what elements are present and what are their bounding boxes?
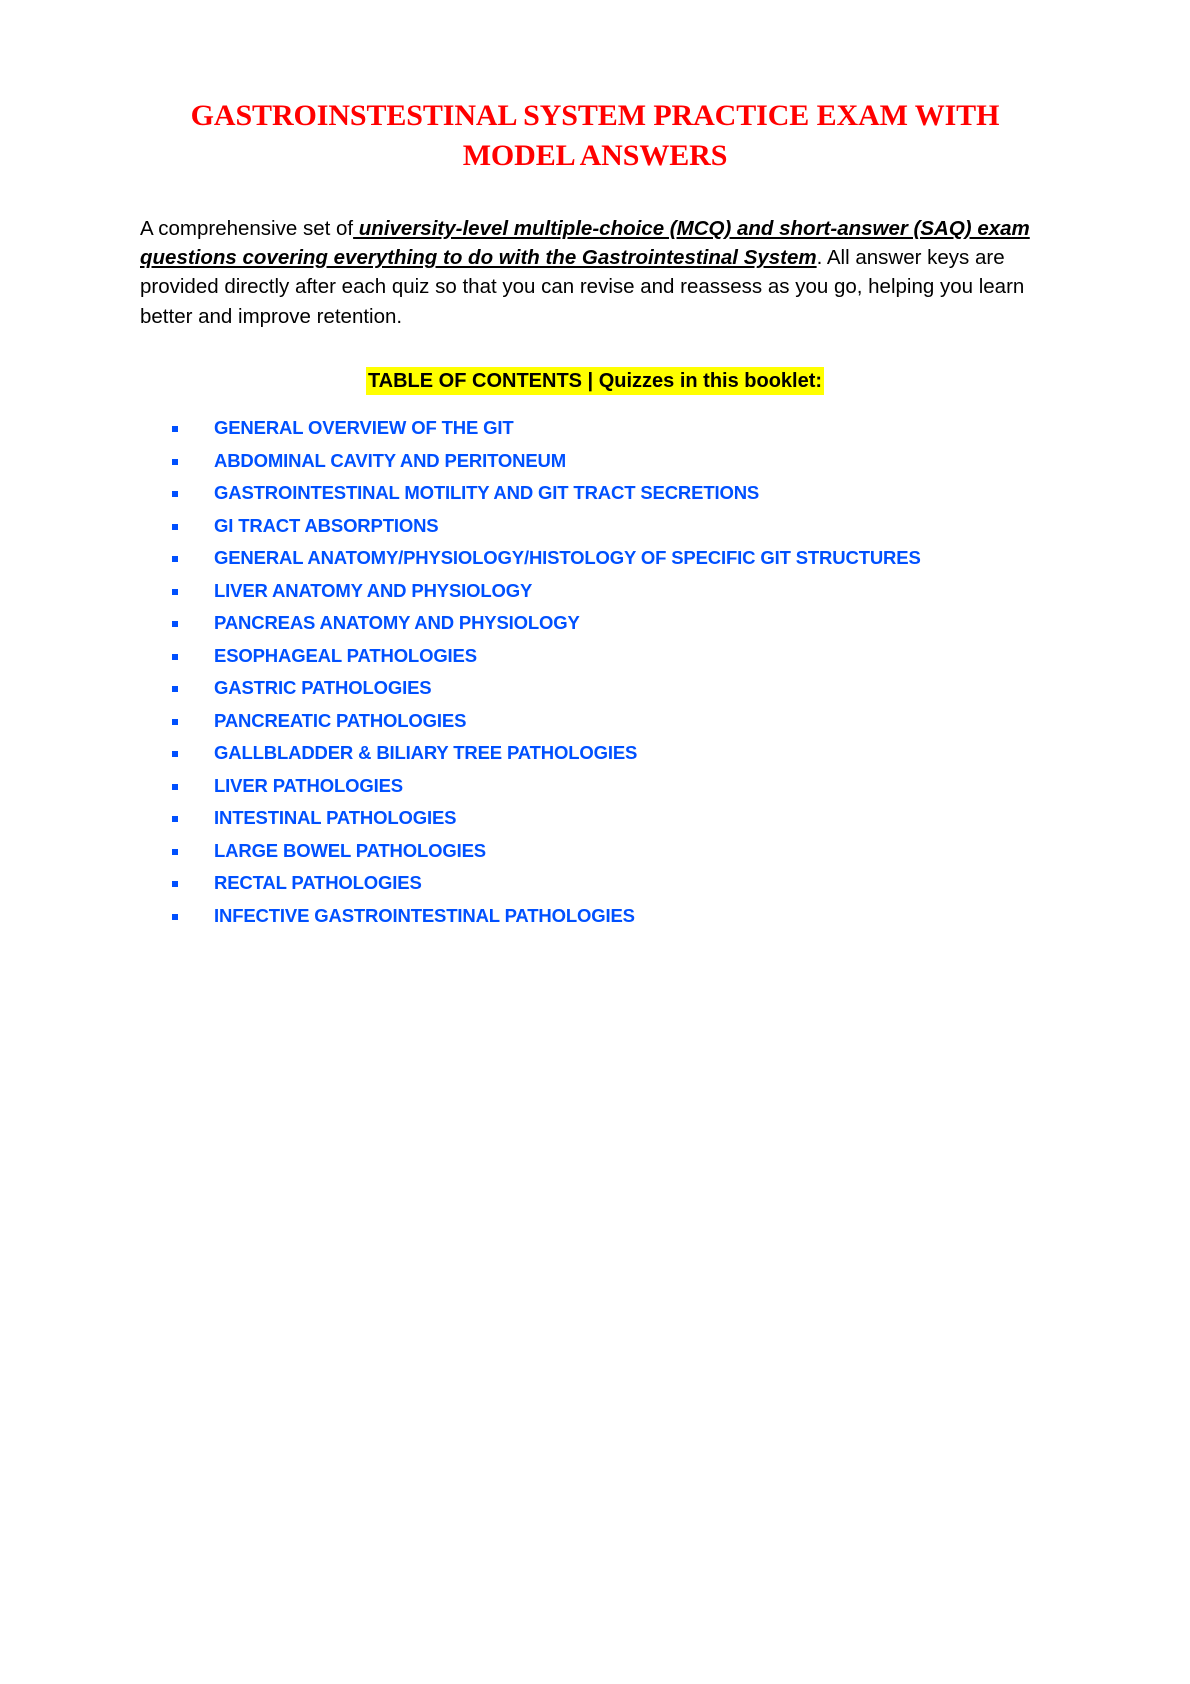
toc-heading: TABLE OF CONTENTS | Quizzes in this booklet: bbox=[366, 367, 824, 395]
list-item[interactable] bbox=[140, 514, 1050, 536]
toc-item-label: GENERAL OVERVIEW OF THE GIT bbox=[214, 417, 514, 439]
list-item[interactable] bbox=[140, 679, 1050, 698]
toc-item-label: INTESTINAL PATHOLOGIES bbox=[214, 807, 457, 829]
list-item[interactable] bbox=[140, 549, 1050, 568]
list-item[interactable] bbox=[140, 484, 1050, 503]
toc-item-label: RECTAL PATHOLOGIES bbox=[214, 872, 422, 894]
bullet-icon bbox=[172, 849, 178, 855]
list-item[interactable] bbox=[140, 449, 1050, 471]
list-item[interactable] bbox=[140, 614, 1050, 633]
list-item[interactable] bbox=[140, 644, 1050, 666]
toc-item-label: LIVER ANATOMY AND PHYSIOLOGY bbox=[214, 579, 533, 601]
toc-heading-container bbox=[140, 367, 1050, 395]
bullet-icon bbox=[172, 459, 178, 465]
toc-item-label: ESOPHAGEAL PATHOLOGIES bbox=[214, 644, 477, 666]
document-content bbox=[140, 96, 1050, 939]
bullet-icon bbox=[172, 686, 178, 692]
bullet-icon bbox=[172, 654, 178, 660]
list-item[interactable] bbox=[140, 579, 1050, 601]
list-item[interactable] bbox=[140, 904, 1050, 926]
toc-item-label: ABDOMINAL CAVITY AND PERITONEUM bbox=[214, 449, 567, 471]
bullet-icon bbox=[172, 816, 178, 822]
bullet-icon bbox=[172, 426, 178, 432]
bullet-icon bbox=[172, 914, 178, 920]
list-item[interactable] bbox=[140, 709, 1050, 731]
bullet-icon bbox=[172, 524, 178, 530]
toc-item-label: LIVER PATHOLOGIES bbox=[214, 774, 403, 796]
bullet-icon bbox=[172, 621, 178, 627]
toc-item-label: GI TRACT ABSORPTIONS bbox=[214, 514, 439, 536]
bullet-icon bbox=[172, 751, 178, 757]
list-item[interactable] bbox=[140, 774, 1050, 796]
intro-tail: . All answer keys are provided directly after each quiz so that you can revise and reassess as you go, helping you learn better and improve retention. bbox=[140, 246, 1025, 328]
intro-paragraph bbox=[140, 214, 1050, 331]
bullet-icon bbox=[172, 556, 178, 562]
intro-lead: A comprehensive set of bbox=[140, 216, 354, 240]
toc-item-label: GASTRIC PATHOLOGIES bbox=[214, 677, 432, 699]
intro-emphasis: university-level multiple-choice (MCQ) and short-answer (SAQ) exam questions covering everything to do with the Gastrointestinal System bbox=[140, 216, 1030, 270]
toc-item-label: LARGE BOWEL PATHOLOGIES bbox=[214, 839, 486, 861]
bullet-icon bbox=[172, 881, 178, 887]
list-item[interactable] bbox=[140, 809, 1050, 828]
list-item[interactable] bbox=[140, 839, 1050, 861]
page-title: GASTROINSTESTINAL SYSTEM PRACTICE EXAM WITH MODEL ANSWERS bbox=[190, 99, 1000, 172]
list-item[interactable] bbox=[140, 874, 1050, 893]
bullet-icon bbox=[172, 784, 178, 790]
toc-item-label: GENERAL ANATOMY/PHYSIOLOGY/HISTOLOGY OF SPECIFIC GIT STRUCTURES bbox=[214, 547, 921, 569]
toc-item-label: PANCREAS ANATOMY AND PHYSIOLOGY bbox=[214, 612, 580, 634]
toc-item-label: GALLBLADDER & BILIARY TREE PATHOLOGIES bbox=[214, 742, 638, 764]
list-item[interactable] bbox=[140, 419, 1050, 438]
bullet-icon bbox=[172, 589, 178, 595]
toc-item-label: GASTROINTESTINAL MOTILITY AND GIT TRACT SECRETIONS bbox=[214, 482, 760, 504]
toc-item-label: PANCREATIC PATHOLOGIES bbox=[214, 709, 467, 731]
toc-item-label: INFECTIVE GASTROINTESTINAL PATHOLOGIES bbox=[214, 904, 635, 926]
bullet-icon bbox=[172, 491, 178, 497]
toc-list bbox=[140, 419, 1050, 925]
bullet-icon bbox=[172, 719, 178, 725]
list-item[interactable] bbox=[140, 744, 1050, 763]
